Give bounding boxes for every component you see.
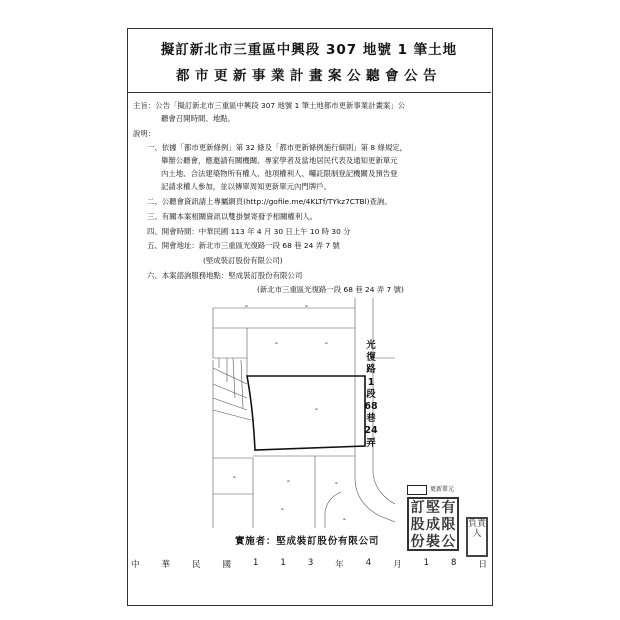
date-char: 中 xyxy=(131,560,140,570)
seal-char: 股 xyxy=(410,517,425,533)
explanation-label: 說明： xyxy=(133,129,156,138)
date-char: 1 xyxy=(423,558,430,568)
svg-text:▬: ▬ xyxy=(287,479,290,483)
date-char: 1 xyxy=(253,558,259,568)
date-char: 月 xyxy=(393,560,402,570)
seal-char: 成 xyxy=(425,517,440,533)
seal-char: 裝 xyxy=(425,534,440,550)
company-seal xyxy=(407,497,459,551)
update-unit-boundary xyxy=(247,376,365,450)
date-char: 華 xyxy=(161,560,171,570)
road-label: 光復路1段68巷24弄 xyxy=(364,340,378,449)
date-char: 4 xyxy=(365,558,372,568)
implementer-line: 實施者：堅成裝訂股份有限公司 xyxy=(235,536,380,547)
item-5-line-1: 五、開會地址：新北市三重區光復路一段 68 巷 24 弄 7 號 xyxy=(147,241,340,250)
item-1-line-3: 內土地、合法建築物所有權人、他項權利人、囑託限制登記機關及預告登 xyxy=(161,169,398,178)
svg-text:▬: ▬ xyxy=(325,341,328,345)
map-legend xyxy=(407,484,454,495)
legend-swatch xyxy=(407,485,427,495)
item-1-line-2: 舉辦公聽會，應邀請有關機關、專家學者及當地居民代表及通知更新單元 xyxy=(161,156,398,165)
legend-label: 更新單元 xyxy=(430,486,455,493)
title-line-1: 擬訂新北市三重區中興段 307 地號 1 筆土地 xyxy=(160,42,458,58)
seal-char: 份 xyxy=(410,534,425,550)
title-line-2: 都市更新事業計畫案公聽會公告 xyxy=(176,68,442,84)
title-box xyxy=(127,28,491,93)
seal-char: 訂 xyxy=(410,500,425,516)
svg-text:▬: ▬ xyxy=(343,517,346,521)
svg-text:▬: ▬ xyxy=(335,481,338,485)
date-char: 日 xyxy=(478,560,487,570)
date-char: 民 xyxy=(192,560,201,570)
svg-text:▬: ▬ xyxy=(281,507,284,511)
date-char: 國 xyxy=(222,560,232,570)
seal-char: 公 xyxy=(441,534,456,550)
item-1-line-1: 一、依據「都市更新條例」第 32 條及「都市更新條例施行細則」第 8 條規定， xyxy=(147,143,408,152)
item-2: 二、公聽會資訊請上專屬網頁(http://gofile.me/4KLTf/TYkz7CTBl)查詢。 xyxy=(147,197,392,206)
svg-text:▬: ▬ xyxy=(275,341,278,345)
svg-text:▬: ▬ xyxy=(305,304,308,308)
date-char: 8 xyxy=(451,558,457,568)
item-3: 三、有關本案相關資訊以雙掛號寄發予相關權利人。 xyxy=(147,212,317,221)
item-6-line-1: 六、本案諮詢服務地點：堅成裝訂股份有限公司 xyxy=(147,271,303,280)
date-char: 3 xyxy=(307,558,314,568)
seal-char: 限 xyxy=(441,517,456,533)
item-5-line-2: (堅成裝訂股份有限公司) xyxy=(203,256,283,265)
item-4: 四、開會時間：中華民國 113 年 4 月 30 日上午 10 時 30 分 xyxy=(147,227,351,236)
subject-line-2: 聽會召開時間、地點。 xyxy=(161,114,235,123)
seal-char: 堅 xyxy=(425,500,440,516)
svg-text:▬: ▬ xyxy=(233,475,236,479)
svg-text:▬: ▬ xyxy=(245,304,248,308)
notice-date xyxy=(131,558,487,570)
road-edge-south xyxy=(325,492,341,528)
representative-seal: 負責人 xyxy=(466,517,488,557)
item-1-line-4: 記請求權人參加，並以傳單周知更新單元內門牌戶。 xyxy=(161,182,331,191)
date-char: 年 xyxy=(335,560,344,570)
subject-line-1: 主旨：公告「擬訂新北市三重區中興段 307 地號 1 筆土地都市更新事業計畫案」公 xyxy=(133,101,406,110)
date-char: 1 xyxy=(280,558,286,568)
svg-text:▬: ▬ xyxy=(315,407,318,411)
item-6-line-2: (新北市三重區光復路一段 68 巷 24 弄 7 號) xyxy=(257,285,404,294)
seal-char: 有 xyxy=(441,500,456,516)
